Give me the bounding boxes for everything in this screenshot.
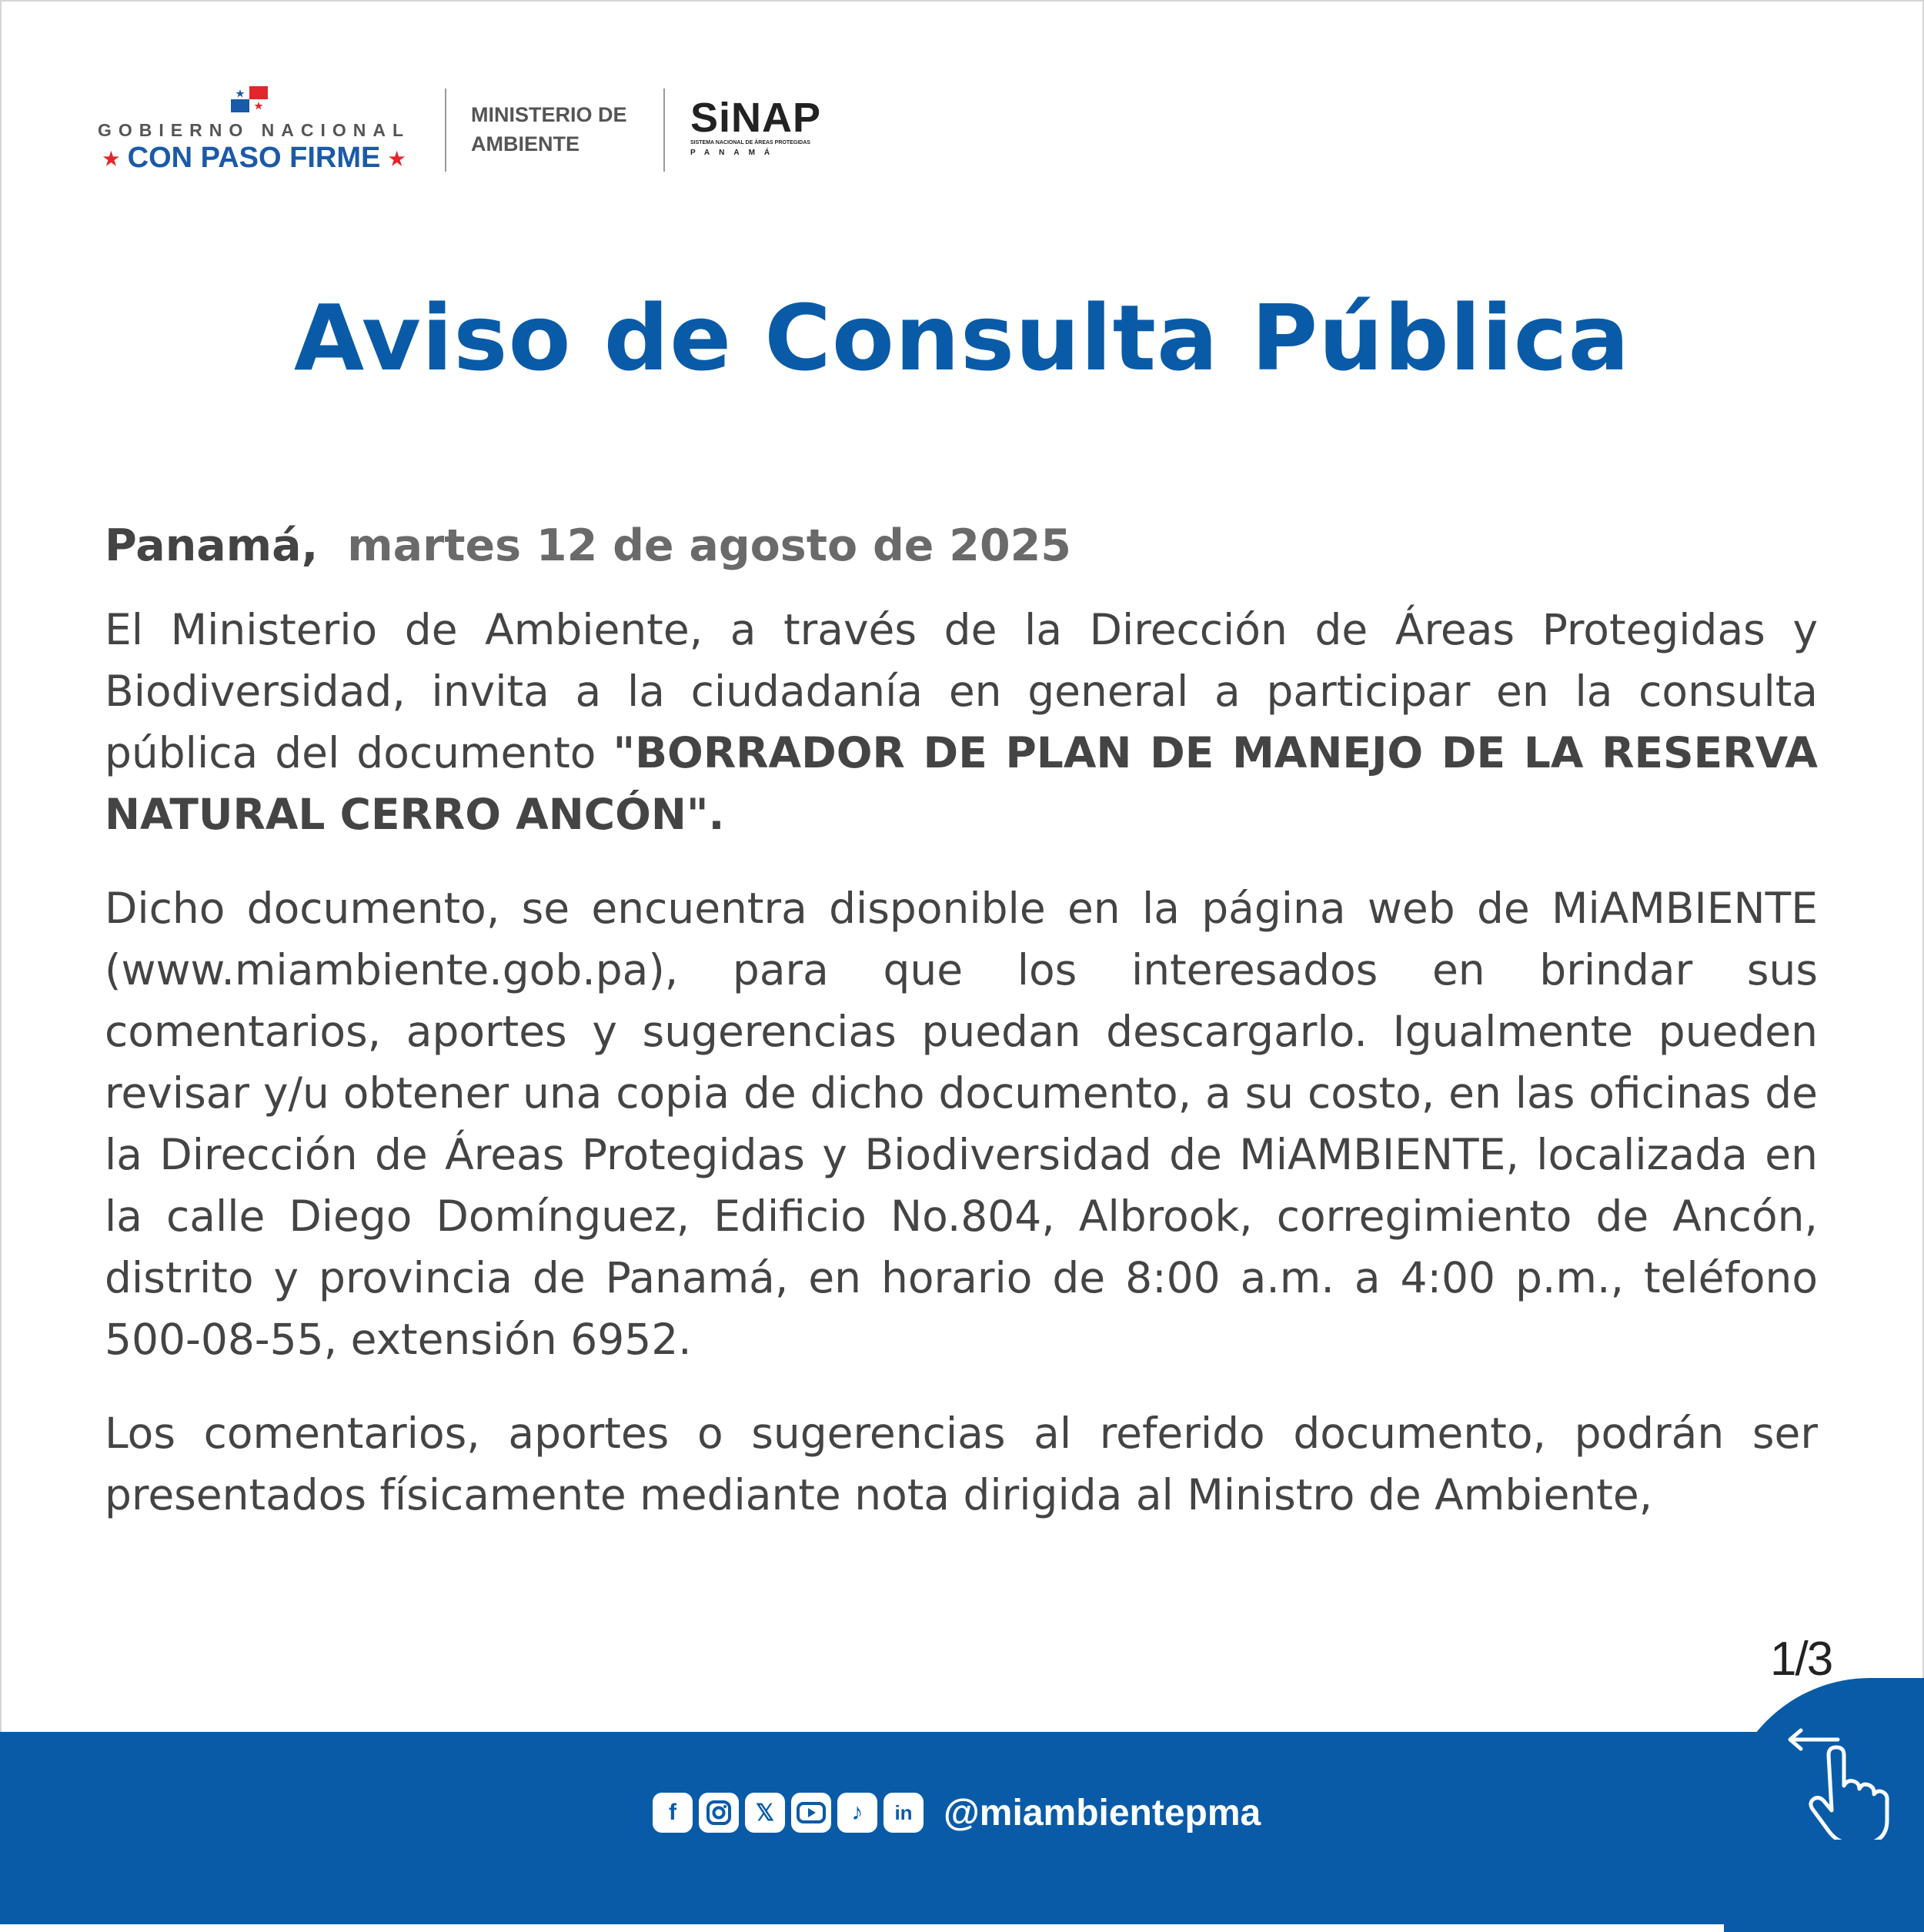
x-icon[interactable]: 𝕏 [745,1793,785,1833]
ministry-line2: AMBIENTE [471,132,580,155]
red-star-icon: ★ [388,149,406,170]
paragraph-invitation [105,599,1818,845]
page-indicator: 1/3 [1770,1633,1832,1686]
paragraph-availability: Dicho documento, se encuentra disponible en la página web de MiAMBIENTE (www.miambiente.gob.pa), para que los interesados en brindar sus comentarios, aportes y sugerencias puedan descargarlo. Igualmente pueden revisar y/u obtener una copia de dicho documento, a su costo, en las oficinas de la Dirección de Áreas Protegidas y Biodiversidad de MiAMBIENTE, localizada en la calle Diego Domínguez, Edificio No.804, Albrook, corregimiento de Ancón, distrito y provincia de Panamá, en horario de 8:00 a.m. a 4:00 p.m., teléfono 500-08-55, extensión 6952. [105,884,1818,1364]
page-title: Aviso de Consulta Pública [293,285,1631,391]
document-name: "BORRADOR DE PLAN DE MANEJO DE LA RESERVA NATURAL CERRO ANCÓN". [105,728,1818,839]
sinap-logo [690,97,837,174]
gobierno-line1: GOBIERNO NACIONAL [98,120,410,140]
panama-flag-icon [231,86,268,112]
sinap-subtitle: SISTEMA NACIONAL DE ÁREAS PROTEGIDAS [690,140,810,145]
notice-body [105,517,1818,1558]
logo-divider [445,89,446,172]
gobierno-slogan: CON PASO FIRME [127,142,381,174]
paragraph-comments: Los comentarios, aportes o sugerencias al referido documento, podrán ser presentados físicamente mediante nota dirigida al Ministro de Ambiente, [105,1409,1818,1519]
tiktok-icon[interactable]: ♪ [837,1793,877,1833]
paragraph-invitation-text: El Ministerio de Ambiente, a través de la Dirección de Áreas Protegidas y Biodiversidad, invita a la ciudadanía en general a participar en la consulta pública del documento [105,605,1818,777]
gobierno-nacional-logo [77,86,431,179]
swipe-hand-icon [1784,1724,1907,1840]
gobierno-line2 [77,142,431,175]
ministerio-ambiente-logo [471,100,627,159]
instagram-icon[interactable] [699,1793,739,1833]
youtube-icon[interactable] [791,1793,831,1833]
dateline-place: Panamá, [105,520,319,571]
sinap-country: PANAMÁ [690,149,780,157]
ministry-line1: MINISTERIO DE [471,103,627,126]
red-star-icon: ★ [102,149,120,170]
sinap-wordmark: SiNAP [690,95,822,141]
dateline-date: martes 12 de agosto de 2025 [347,520,1071,571]
linkedin-icon[interactable]: in [884,1793,924,1833]
social-links [653,1790,1261,1836]
social-handle[interactable]: @miambientepma [944,1792,1261,1833]
facebook-icon[interactable]: f [653,1793,693,1833]
logo-divider [663,89,665,172]
dateline [105,517,1818,574]
